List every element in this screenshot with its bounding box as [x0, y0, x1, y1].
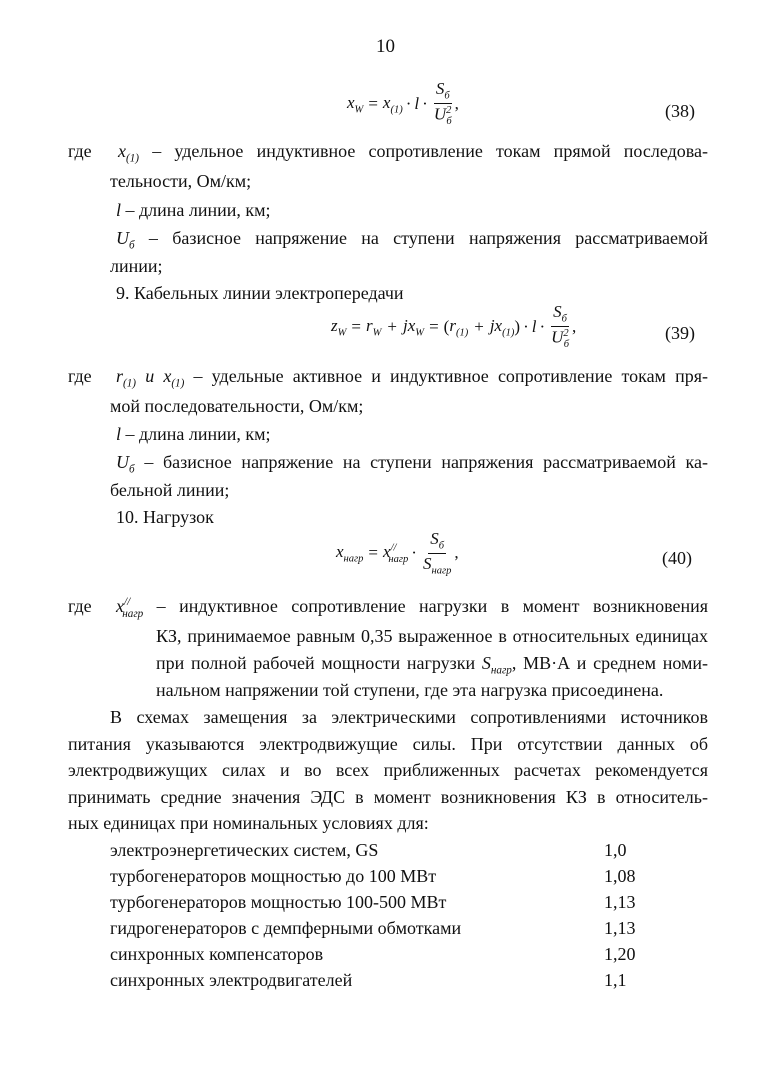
def39-l-line: l – длина линии, км;: [116, 424, 271, 444]
eq38-dot: ·: [422, 93, 428, 113]
eq39-plus: +: [387, 316, 397, 336]
table-row-value: 1,13: [604, 892, 636, 912]
eq40-dot: ·: [411, 543, 417, 563]
table-row-value: 1,0: [604, 840, 627, 860]
equation-38-number: (38): [665, 101, 695, 121]
paragraph-line3: электродвижущих силах и во всех приближенных расчетах рекомендуется: [68, 760, 708, 780]
equation-39-number: (39): [665, 323, 695, 343]
table-row-label: гидрогенераторов с демпферными обмотками: [110, 918, 462, 938]
eq38-comma: ,: [454, 93, 459, 113]
eq38-fraction: $\frac{S_б}{U^2_б}$: [433, 79, 452, 128]
eq39-dot: ·: [523, 316, 529, 336]
table-row-label: электроэнергетических систем, GS: [110, 840, 379, 860]
eq40-fraction: $\frac{S_б}{S_{нагр}}$: [422, 529, 452, 577]
table-row-label: турбогенераторов мощностью до 100 МВт: [110, 866, 437, 886]
eq40-x2: $x^{//}_{нагр}$: [383, 542, 409, 565]
def39-line1: $r_{(1)}$ и $x_{(1)}$ – удельные активное и индуктивное сопротивление токам пря-: [116, 366, 709, 390]
table-row-label: синхронных электродвигателей: [110, 970, 353, 990]
eq39-r: $r_W$: [366, 315, 382, 338]
page-number: 10: [376, 36, 395, 57]
eq38-equals: =: [368, 93, 378, 113]
equation-38: [347, 80, 459, 128]
eq39-comma: ,: [571, 316, 577, 336]
eq38-l: l: [414, 93, 420, 113]
table-row-value: 1,20: [604, 944, 636, 964]
def40-line3: при полной рабочей мощности нагрузки $S_{нагр}$, МВ·А и среднем номи-: [156, 653, 709, 677]
eq39-fraction: $\frac{S_б}{U^2_б}$: [551, 302, 569, 351]
where-label-39: где: [68, 366, 92, 386]
def39-u-line1: $U_б$ – базисное напряжение на ступени напряжения рассматриваемой ка-: [116, 452, 708, 476]
def38-line2: тельности, Ом/км;: [110, 171, 252, 191]
table-row-value: 1,08: [604, 866, 636, 886]
eq39-equals: =: [351, 316, 361, 336]
eq39-l: l: [531, 316, 537, 336]
def38-u-line1: $U_б$ – базисное напряжение на ступени напряжения рассматриваемой: [116, 228, 708, 252]
paragraph-line2: питания указываются электродвижущие силы. При отсутствии данных об: [68, 734, 708, 754]
table-row-label: синхронных компенсаторов: [110, 944, 324, 964]
equation-39: [331, 303, 576, 351]
eq38-dot: ·: [405, 93, 412, 113]
eq39-r1: $r_{(1)}$: [449, 315, 469, 338]
where-label-40: где: [68, 596, 92, 616]
where-label-38: где: [68, 141, 92, 161]
item-10-heading: 10. Нагрузок: [116, 507, 214, 527]
equation-40-number: (40): [662, 548, 692, 568]
item-9-heading: 9. Кабельных линии электропередачи: [116, 283, 404, 303]
def38-l-line: l – длина линии, км;: [116, 200, 271, 220]
def39-line2: мой последовательности, Ом/км;: [110, 396, 364, 416]
eq38-x1: $x_{(1)}$: [382, 92, 403, 115]
eq39-paren: ): [514, 316, 521, 336]
eq39-z: $z_W$: [331, 315, 347, 338]
paragraph-line1: В схемах замещения за электрическими сопротивлениями источников: [110, 707, 708, 727]
table-row-label: турбогенераторов мощностью 100-500 МВт: [110, 892, 447, 912]
eq39-dot: ·: [539, 316, 546, 336]
eq39-jx: $jx_W$: [403, 315, 425, 338]
eq39-plus: +: [474, 316, 484, 336]
paragraph-line4: принимать средние значения ЭДС в момент возникновения КЗ в относитель-: [68, 787, 708, 807]
eq38-lhs: $x_W$: [347, 92, 364, 115]
eq40-equals: =: [368, 543, 379, 563]
eq39-equals: =: [429, 316, 439, 336]
def40-line4: нальном напряжении той ступени, где эта нагрузка присоединена.: [156, 680, 664, 700]
paragraph-line5: ных единицах при номинальных условиях для:: [68, 813, 429, 833]
def38-u-line2: линии;: [110, 256, 163, 276]
table-row-value: 1,13: [604, 918, 636, 938]
def40-line1: $x^{//}_{нагр}$ – индуктивное сопротивление нагрузки в момент возникновения: [116, 596, 709, 620]
eq39-paren: (: [443, 316, 450, 336]
table-row-value: 1,1: [604, 970, 627, 990]
eq40-lhs: $x_{нагр}$: [336, 542, 364, 565]
eq40-comma: ,: [454, 543, 459, 563]
equation-40: [336, 530, 459, 577]
def38-line1: $x_{(1)}$ – удельное индуктивное сопротивление токам прямой последова-: [118, 141, 708, 165]
def39-u-line2: бельной линии;: [110, 480, 230, 500]
eq39-jx1: $jx_{(1)}$: [489, 315, 515, 338]
def40-line2: КЗ, принимаемое равным 0,35 выраженное в относительных единицах: [156, 626, 708, 646]
